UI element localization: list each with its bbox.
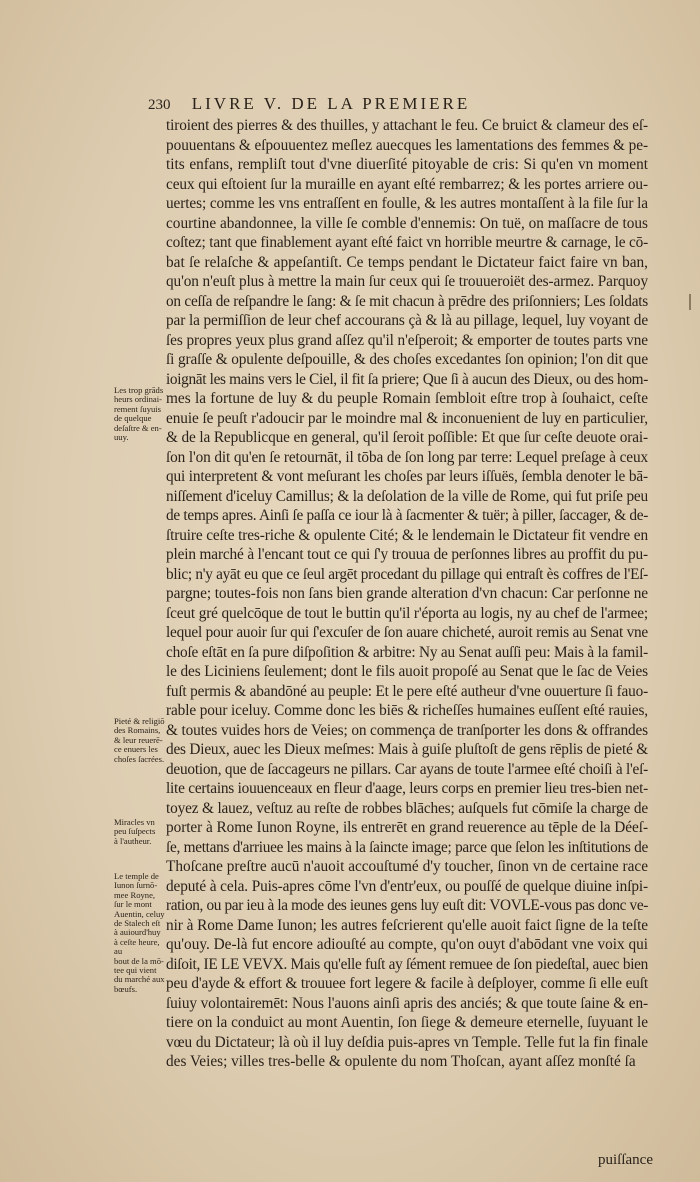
body-text xyxy=(166,116,648,1072)
text-line: plein marché à l'encant tout ce qui ſ'y trouua de perſonnes libres au proffit du pu- xyxy=(166,546,648,563)
running-title: LIVRE V. DE LA PREMIERE xyxy=(191,94,471,113)
text-line: qu'on n'euſt plus à mettre la main ſur ceux qui ſe trouueroiët des-armez. Parquoy xyxy=(166,273,648,290)
margin-note-1: Les trop grāds heurs ordinai- rement ſuyuis de quelque deſaſtre & en- uuy. xyxy=(114,385,164,443)
text-line: ceux qui eſtoient ſur la muraille en ayant eſté rembarrez; & les portes arriere ou- xyxy=(166,175,648,193)
text-line: ſes propres yeux plus grand aſſez qu'il n'eſperoit; & emporter de toutes parts vne xyxy=(166,331,648,349)
text-line: des Veies; villes tres-belle & opulente du nom Thoſcan, ayant aſſez monſté ſa xyxy=(166,1053,636,1070)
text-line: tiere on la conduict au mont Auentin, ſon ſiege & demeure eternelle, ſuyuant le xyxy=(166,1014,648,1031)
text-line: ſtruire ceſte tres-riche & opulente Cité; & le lendemain le Dictateur fit vendre en xyxy=(166,526,648,544)
text-line: coſtez; tant que finablement ayant eſté faict vn horrible meurtre & carnage, le cō- xyxy=(166,234,648,251)
text-line: lite certains iouuenceaux en fleur d'aage, leurs corps en premier lieu tres-bien net- xyxy=(166,780,648,797)
text-line: ſon l'on dit qu'en ſe retournāt, il tōba de ſon long par terre: Lequel preſage à ceux xyxy=(166,448,648,466)
text-line: uertes; comme les vns entraſſent en foulle, & les autres montaſſent à la file ſur la xyxy=(166,195,648,212)
margin-note-2: Pieté & religiō des Romains, & leur reuerē- ce enuers les choſes ſacrées. xyxy=(114,716,165,764)
text-line: & toutes vuides hors de Veies; on commença de tranſporter les dons & offrandes xyxy=(166,721,648,739)
running-header xyxy=(148,94,648,114)
text-line: bat ſe relaſche & appeſantiſt. Ce temps pendant le Dictateur faict faire vn ban, xyxy=(166,253,648,271)
text-line: mes la fortune de luy & du peuple Romain ſembloit eſtre trop à ſouhaict, ceſte xyxy=(166,390,648,407)
text-line: vœu du Dictateur; là où il luy deſdia puis-apres vn Temple. Telle fut la fin finale xyxy=(166,1033,648,1051)
text-line: nir à Rome Dame Iunon; les autres feſcrierent qu'elle auoit faict ſigne de la teſte xyxy=(166,916,648,934)
catchword: puiſſance xyxy=(598,1152,653,1168)
text-line: deuotion, que de ſaccageurs ne pillars. Car ayans de toute l'armee eſté choiſi à l'eſ- xyxy=(166,760,648,778)
text-line: tiroient des pierres & des thuilles, y attachant le feu. Ce bruict & clameur des eſ- xyxy=(166,117,648,134)
text-line: ſceut gré quelcōque de tout le buttin qu'il r'éporta au logis, ny au chef de l'armee; xyxy=(166,604,648,622)
text-line: ioignāt les mains vers le Ciel, il fit ſa priere; Que ſi à aucun des Dieux, ou des hom- xyxy=(166,370,648,388)
text-line: qui interpretent & vont meſurant les choſes par leurs iſſuës, ſembla denoter le bā- xyxy=(166,468,649,485)
text-line: ſuiuy volontairemēt: Nous l'auons ainſi apris des anciés; & que toute ſaine & en- xyxy=(166,994,648,1012)
text-line: des Dieux, auec les Dieux meſmes: Mais à guiſe pluſtoſt de gens rēplis de pieté & xyxy=(166,741,648,758)
text-line: toyez & lauez, veſtuz au reſte de robbes blāches; auſquels fut cōmiſe la charge de xyxy=(166,799,648,817)
text-line: blic; n'y ayāt eu que ce ſeul argēt procedant du pillage qui entraſt ès coffres de l'Eſ- xyxy=(166,565,648,583)
page-edge-mark xyxy=(689,294,691,310)
text-line: rable pour iceluy. Comme donc les biēs & richeſſes humaines euſſent eſté rauies, xyxy=(166,702,648,719)
text-line: niſſement d'iceluy Camillus; & la deſolation de la ville de Rome, qui fut priſe peu xyxy=(166,487,648,505)
text-line: ſi graſſe & opulente deſpouille, & des choſes excedantes ſon opinion; l'on dit que xyxy=(166,351,648,368)
text-line: de temps apres. Ainſi ſe paſſa ce iour là à ſacmenter & tuër; à piller, ſaccager, & de- xyxy=(166,507,648,524)
text-line: & de la Republicque en general, qu'il ſeroit poſſible: Et que ſur ceſte deuote orai- xyxy=(166,429,648,446)
text-line: qu'ouy. De-là fut encore adiouſté au compte, qu'on ouyt d'abōdant vne voix qui xyxy=(166,936,649,953)
page-number: 230 xyxy=(148,97,171,113)
margin-note-3: Miracles vn peu ſuſpects à l'autheur. xyxy=(114,817,156,846)
text-line: choſe eſtāt en ſa pure diſpoſition & arbitre: Ny au Senat auſſi peu: Mais à la famil- xyxy=(166,643,649,661)
text-line: tits enfans, rempliſt tout d'vne diuerſité pitoyable de cris: Si qu'en vn moment xyxy=(166,156,648,173)
text-line: peu d'ayde & effort & trouuee fort legere & facile à deſployer, comme ſi elle euſt xyxy=(166,975,648,992)
margin-note-4: Le temple de Iunon ſurnō- mee Royne, ſur le mont Auentin, celuy de Stalech eſt à auiourd'huy à ceſte heure, au bout de la mō- tee qui vient du marché aux bœufs. xyxy=(114,871,165,994)
text-line: deputé à cela. Puis-apres cōme l'vn d'entr'eux, ou pouſſé de quelque diuine inſpi- xyxy=(166,877,648,895)
text-line: par la permiſſion de leur chef accourans çà & là au pillage, lequel, luy voyant de xyxy=(166,312,648,329)
text-line: courtine abandonnee, la ville ſe comble d'ennemis: On tuë, on maſſacre de tous xyxy=(166,214,648,232)
text-line: diſoit, IE LE VEVX. Mais qu'elle fuſt ay ſément remuee de ſon piedeſtal, auec bien xyxy=(166,955,649,973)
text-line: Thoſcane preſtre aucū n'auoit accouſtumé d'y toucher, ſinon vn de certaine race xyxy=(166,858,648,875)
text-line: enuie ſe peuſt r'adoucir par le moindre mal & inconuenient de luy en particulier, xyxy=(166,409,648,427)
text-line: le des Liciniens ſeulement; dont le fils auoit propoſé au Senat que le ſac de Veies xyxy=(166,663,648,680)
text-line: on ceſſa de reſpandre le ſang: & ſe mit chacun à prēdre des priſonniers; Les ſoldats xyxy=(166,292,648,310)
text-line: lequel pour auoir ſur qui ſ'excuſer de ſon auare chicheté, auroit remis au Senat vne xyxy=(166,624,648,641)
text-line: ſe, mettans d'arriuee les mains à la ſaincte image; parce que ſelon les inſtitutions de xyxy=(166,838,648,856)
text-line: porter à Rome Iunon Royne, ils entrerēt en grand reuerence au tēple de la Déeſ- xyxy=(166,819,648,836)
text-line: pargne; toutes-fois non ſans bien grande alteration d'vn chacun: Car perſonne ne xyxy=(166,585,648,602)
text-line: fuſt permis & abandōné au peuple: Et le pere eſté autheur d'vne ouuerture ſi fauo- xyxy=(166,682,648,700)
text-line: pouuentans & eſpouuentez meſlez auecques les lamentations des femmes & pe- xyxy=(166,136,648,154)
text-line: ration, ou par ieu à la mode des ieunes gens luy euſt dit: VOVLE-vous pas donc ve- xyxy=(166,897,648,914)
